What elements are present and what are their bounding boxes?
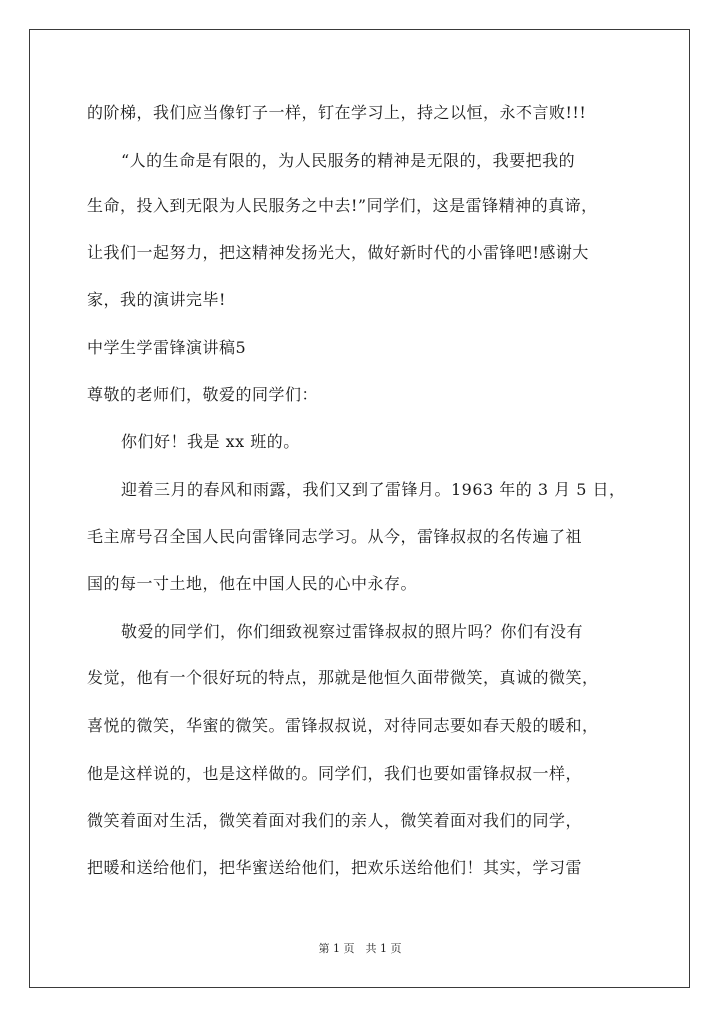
text-line-10: 毛主席号召全国人民向雷锋同志学习。从今，雷锋叔叔的名传遍了祖 <box>87 527 583 546</box>
text-line-2: “人的生命是有限的，为人民服务的精神是无限的，我要把我的 <box>121 151 576 170</box>
page-footer: 第 1 页 共 1 页 <box>318 942 402 955</box>
text-line-14: 喜悦的微笑，华蜜的微笑。雷锋叔叔说，对待同志要如春天般的暖和， <box>87 716 599 735</box>
text-line-17: 把暖和送给他们，把华蜜送给他们，把欢乐送给他们！其实，学习雷 <box>87 858 583 877</box>
text-line-9: 迎着三月的春风和雨露，我们又到了雷锋月。1963 年的 3 月 5 日， <box>121 480 626 499</box>
text-line-5: 家，我的演讲完毕! <box>87 290 226 309</box>
text-line-11: 国的每一寸土地，他在中国人民的心中永存。 <box>87 574 418 593</box>
text-line-16: 微笑着面对生活，微笑着面对我们的亲人，微笑着面对我们的同学， <box>87 811 583 830</box>
section-heading: 中学生学雷锋演讲稿5 <box>87 338 247 357</box>
text-line-13: 发觉，他有一个很好玩的特点，那就是他恒久面带微笑，真诚的微笑， <box>87 668 599 687</box>
text-line-8: 你们好！我是 xx 班的。 <box>121 432 300 451</box>
page-border <box>29 29 690 988</box>
text-line-3: 生命，投入到无限为人民服务之中去!”同学们，这是雷锋精神的真谛， <box>87 196 598 215</box>
salutation: 尊敬的老师们，敬爱的同学们： <box>87 385 319 404</box>
text-line-12: 敬爱的同学们，你们细致视察过雷锋叔叔的照片吗？你们有没有 <box>121 622 584 641</box>
text-line-4: 让我们一起努力，把这精神发扬光大，做好新时代的小雷锋吧!感谢大 <box>87 243 589 262</box>
text-line-15: 他是这样说的，也是这样做的。同学们，我们也要如雷锋叔叔一样， <box>87 764 583 783</box>
text-line-1: 的阶梯，我们应当像钉子一样，钉在学习上，持之以恒，永不言败!!! <box>87 103 587 122</box>
